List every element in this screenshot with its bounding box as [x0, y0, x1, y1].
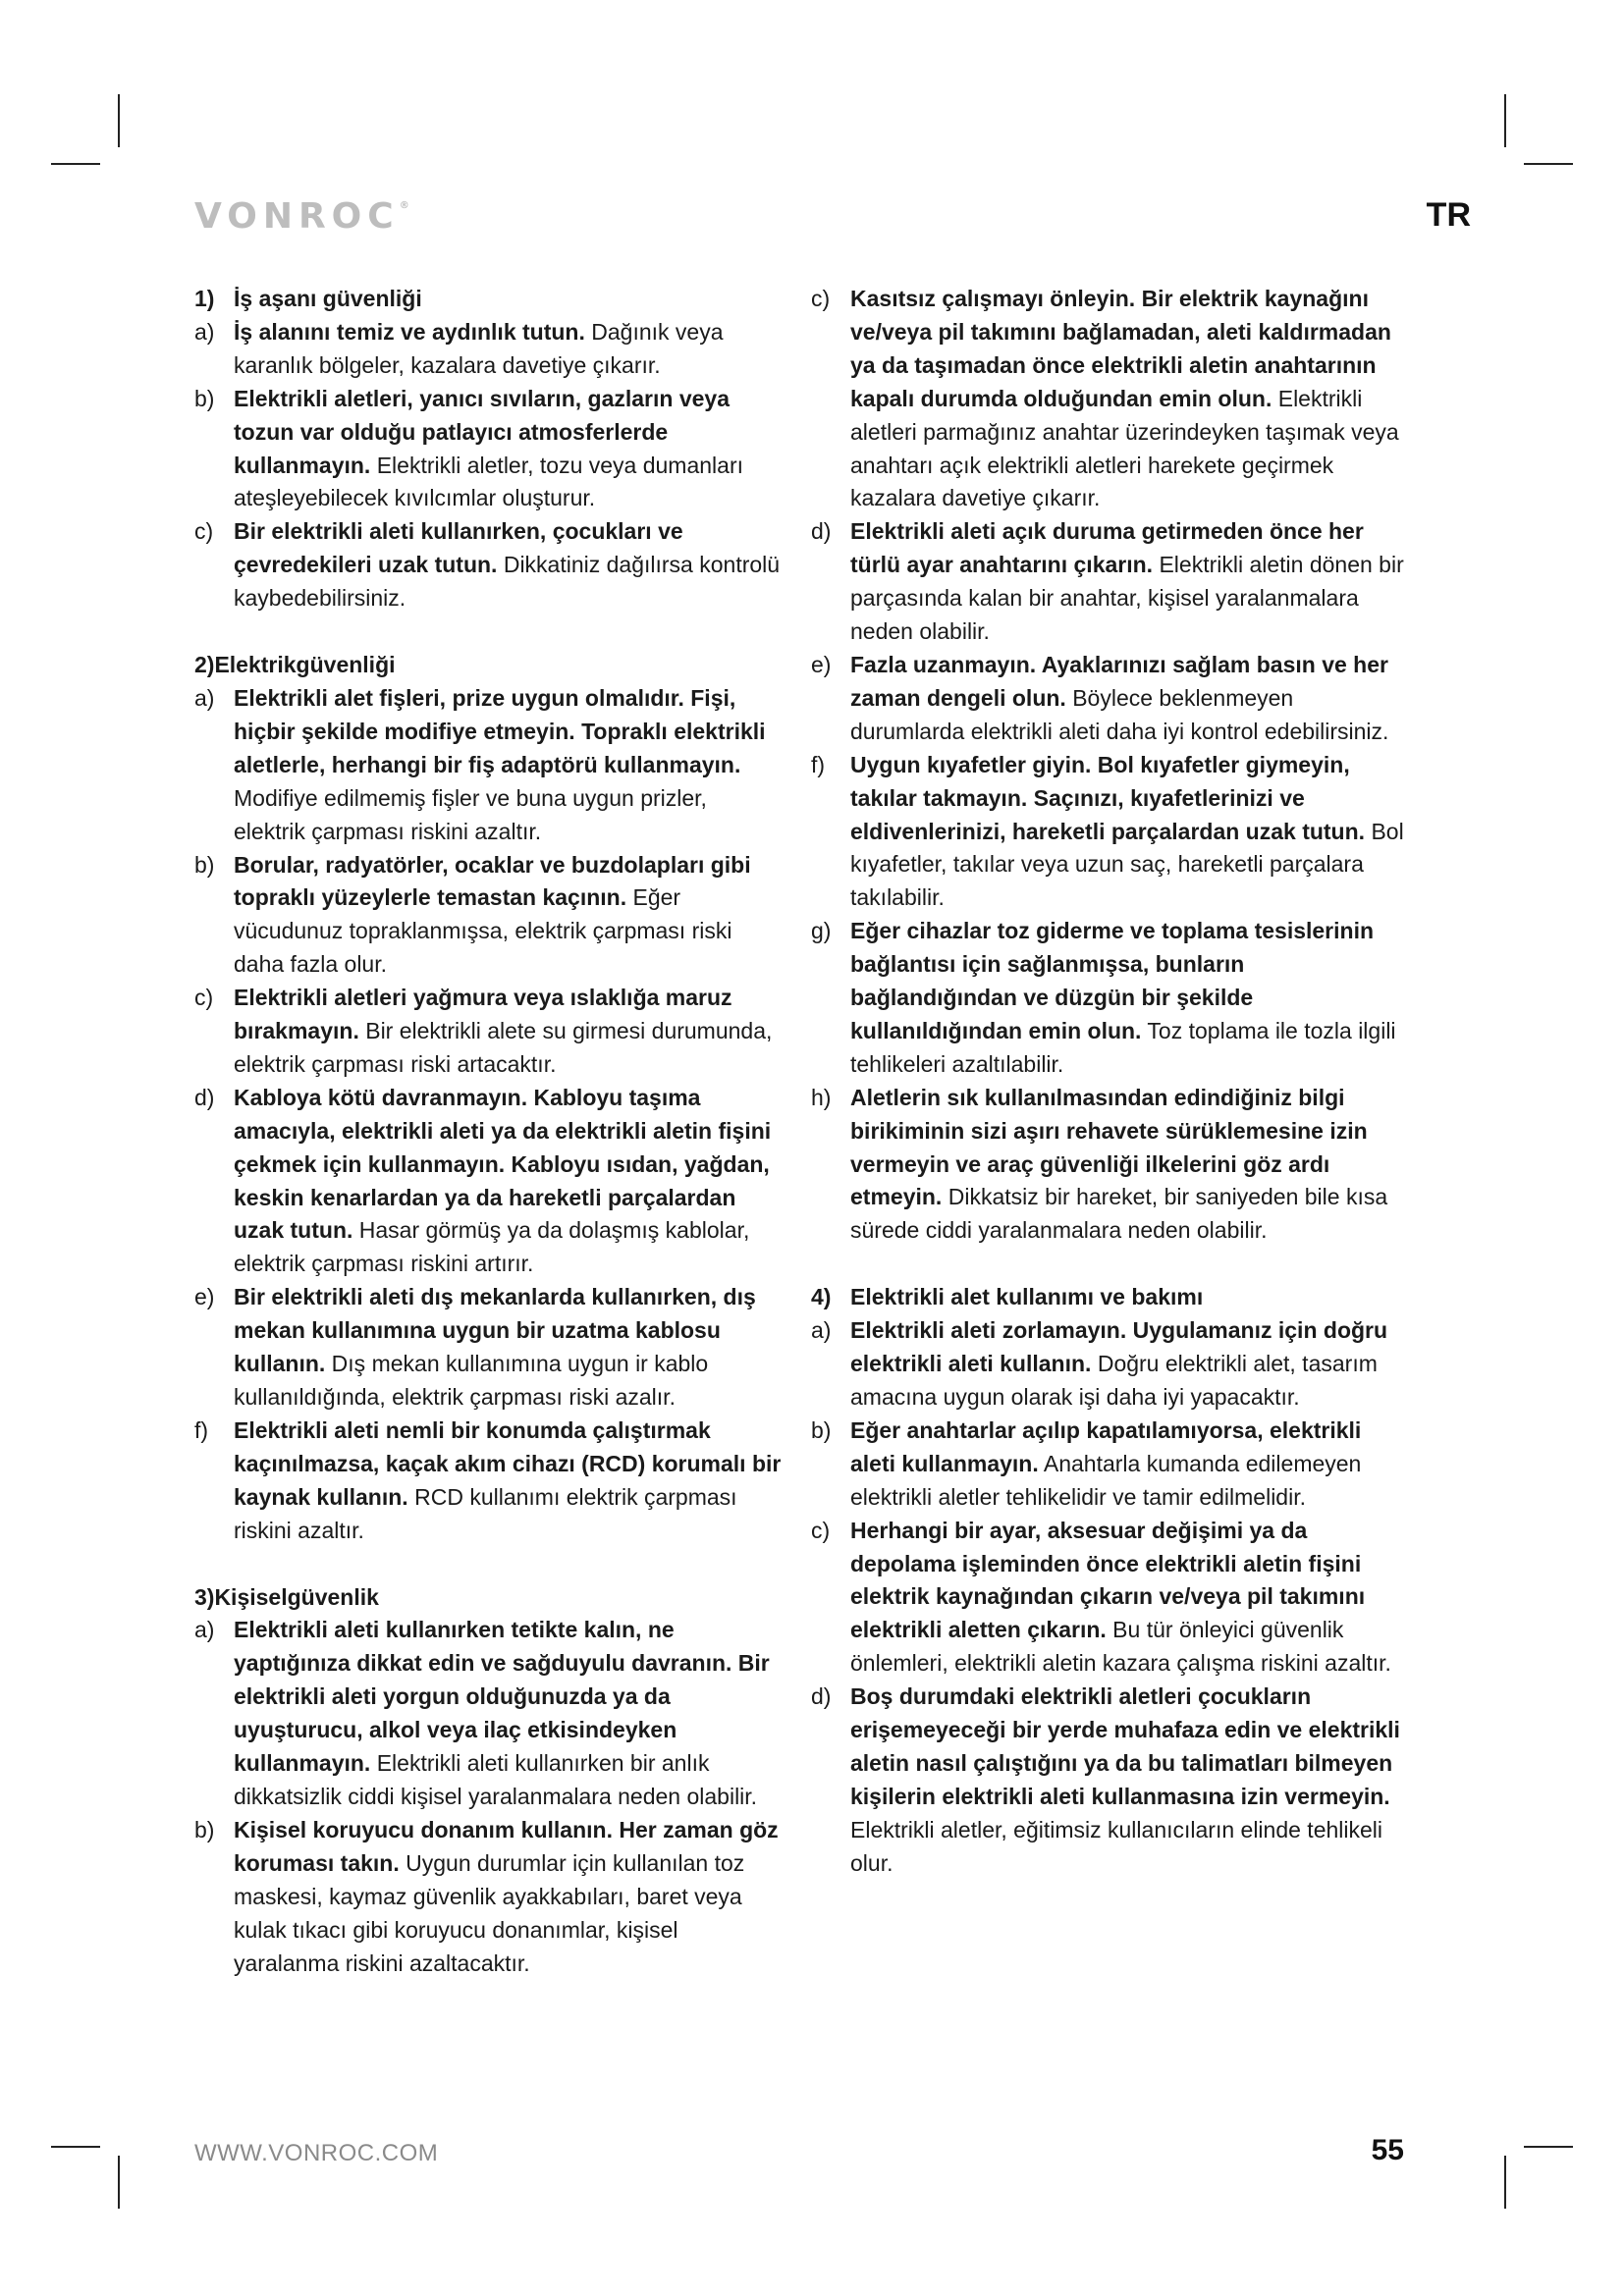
list-item: f) Elektrikli aleti nemli bir konumda çalıştırmak kaçınılmazsa, kaçak akım cihazı (RCD) korumalı bir kaynak kullanın. RCD kullanımı elektrik çarpması riskini azaltır. [194, 1416, 782, 1543]
list-item: d) Boş durumdaki elektrikli aletleri çocukların erişemeyeceği bir yerde muhafaza edin ve elektrikli aletin nasıl çalıştığını ya da bu talimatları bilmeyen kişilerin elektrikli aleti kullanmasına izin vermeyin. Elektrikli aletler, eğitimsiz kullanıcıların elinde tehlikeli olur. [811, 1683, 1400, 1876]
list-item: c) Kasıtsız çalışmayı önleyin. Bir elektrik kaynağını ve/veya pil takımını bağlamadan, aleti kaldırmadan ya da taşımadan önce elektrikli aletin anahtarının kapalı durumda olduğundan emin olun. Elektrikli aletleri parmağınız anahtar üzerindeyken taşımak veya anahtarı açık elektrikli aletleri harekete geçirmek kazalara davetiye çıkarır. [811, 286, 1399, 511]
footer-url[interactable]: WWW.VONROC.COM [194, 2140, 439, 2166]
list-item: b) Eğer anahtarlar açılıp kapatılamıyorsa, elektrikli aleti kullanmayın. Anahtarla kumanda edilemeyen elektrikli aletler tehlikelidir ve tamir edilmelidir. [811, 1416, 1362, 1510]
list-item: e) Bir elektrikli aleti dış mekanlarda kullanırken, dış mekan kullanımına uygun bir uzatma kablosu kullanın. Dış mekan kullanımına uygun ir kablo kullanıldığında, elektrik çarpması riski azalır. [194, 1284, 756, 1410]
list-item: f) Uygun kıyafetler giyin. Bol kıyafetler giymeyin, takılar takmayın. Saçınızı, kıyafetlerinizi ve eldivenlerinizi, hareketli parçalardan uzak tutun. Bol kıyafetler, takılar veya uzun saç, hareketli parçalara takılabilir. [811, 751, 1404, 911]
list-item: c) Herhangi bir ayar, aksesuar değişimi ya da depolama işleminden önce elektrikli aletin fişini elektrik kaynağından çıkarın ve/veya pil takımını elektrikli aletten çıkarın. Bu tür önleyici güvenlik önlemleri, elektrikli aletin kazara çalışma riskini azaltır. [811, 1517, 1391, 1677]
section-title: 1) İş aşanı güvenliği [194, 286, 422, 311]
section-title: 4) Elektrikli alet kullanımı ve bakımı [811, 1284, 1204, 1310]
crop-mark [51, 2146, 100, 2148]
list-item: a) İş alanını temiz ve aydınlık tutun. Dağınık veya karanlık bölgeler, kazalara davetiye çıkarır. [194, 318, 724, 378]
crop-mark [118, 94, 120, 147]
right-column [811, 283, 1412, 1881]
section-title: 2)Elektrikgüvenliği [194, 652, 396, 678]
list-item: h) Aletlerin sık kullanılmasından edindiğiniz bilgi birikiminin sizi aşırı rehavete sürüklemesine izin vermeyin ve araç güvenliği ilkelerini göz ardı etmeyin. Dikkatsiz bir hareket, bir saniyeden bile kısa sürede ciddi yaralanmalara neden olabilir. [811, 1084, 1388, 1244]
list-item: e) Fazla uzanmayın. Ayaklarınızı sağlam basın ve her zaman dengeli olun. Böylece beklenmeyen durumlarda elektrikli aleti daha iyi kontrol edebilirsiniz. [811, 651, 1389, 744]
list-item: a) Elektrikli alet fişleri, prize uygun olmalıdır. Fişi, hiçbir şekilde modifiye etmeyin. Topraklı elektrikli aletlerle, herhangi bir fiş adaptörü kullanmayın. Modifiye edilmemiş fişler ve buna uygun prizler, elektrik çarpması riskini azaltır. [194, 684, 766, 844]
crop-mark [1504, 2156, 1506, 2209]
list-item: d) Elektrikli aleti açık duruma getirmeden önce her türlü ayar anahtarını çıkarın. Elektrikli aletin dönen bir parçasında kalan bir anahtar, kişisel yaralanmalara neden olabilir. [811, 518, 1404, 645]
list-item: b) Kişisel koruyucu donanım kullanın. Her zaman göz koruması takın. Uygun durumlar için kullanılan toz maskesi, kaymaz güvenlik ayakkabıları, baret veya kulak tıkacı gibi koruyucu donanımlar, kişisel yaralanma riskini azaltacaktır. [194, 1816, 779, 1976]
crop-mark [118, 2156, 120, 2209]
language-code: TR [1426, 196, 1471, 234]
list-item: b) Borular, radyatörler, ocaklar ve buzdolapları gibi topraklı yüzeylerle temastan kaçının. Eğer vücudunuz topraklanmışsa, elektrik çarpması riski daha fazla olur. [194, 851, 751, 978]
section-title: 3)Kişiselgüvenlik [194, 1583, 379, 1610]
crop-mark [51, 163, 100, 165]
list-item: a) Elektrikli aleti zorlamayın. Uygulamanız için doğru elektrikli aleti kullanın. Doğru elektrikli alet, tasarım amacına uygun olarak işi daha iyi yapacaktır. [811, 1317, 1388, 1410]
list-item: d) Kabloya kötü davranmayın. Kabloyu taşıma amacıyla, elektrikli aleti ya da elektrikli aletin fişini çekmek için kullanmayın. Kabloyu ısıdan, yağdan, keskin kenarlardan ya da hareketli parçalardan uzak tutun. Hasar görmüş ya da dolaşmış kablolar, elektrik çarpması riskini artırır. [194, 1084, 772, 1277]
list-item: g) Eğer cihazlar toz giderme ve toplama tesislerinin bağlantısı için sağlanmışsa, bunların bağlandığından ve düzgün bir şekilde kullanıldığından emin olun. Toz toplama ile tozla ilgili tehlikeleri azaltılabilir. [811, 918, 1396, 1077]
crop-mark [1524, 2146, 1573, 2148]
crop-mark [1504, 94, 1506, 147]
list-item: c) Bir elektrikli aleti kullanırken, çocukları ve çevredekileri uzak tutun. Dikkatiniz dağılırsa kontrolü kaybedebilirsiniz. [194, 518, 781, 612]
list-item: b) Elektrikli aletleri, yanıcı sıvıların, gazların veya tozun var olduğu patlayıcı atmosferlerde kullanmayın. Elektrikli aletler, tozu veya dumanları ateşleyebilecek kıvılcımlar oluşturur. [194, 385, 743, 511]
list-item: a) Elektrikli aleti kullanırken tetikte kalın, ne yaptığınıza dikkat edin ve sağduyulu davranın. Bir elektrikli aleti yorgun olduğunuzda ya da uyuşturucu, alkol veya ilaç etkisindeyken kullanmayın. Elektrikli aleti kullanırken bir anlık dikkatsizlik ciddi kişisel yaralanmalara neden olabilir. [194, 1617, 770, 1809]
brand-logo: VONROC® [194, 196, 409, 237]
left-column [194, 283, 784, 1980]
page-number: 55 [1371, 2134, 1404, 2166]
crop-mark [1524, 163, 1573, 165]
list-item: c) Elektrikli aletleri yağmura veya ıslaklığa maruz bırakmayın. Bir elektrikli alete su girmesi durumunda, elektrik çarpması riski artacaktır. [194, 985, 773, 1077]
